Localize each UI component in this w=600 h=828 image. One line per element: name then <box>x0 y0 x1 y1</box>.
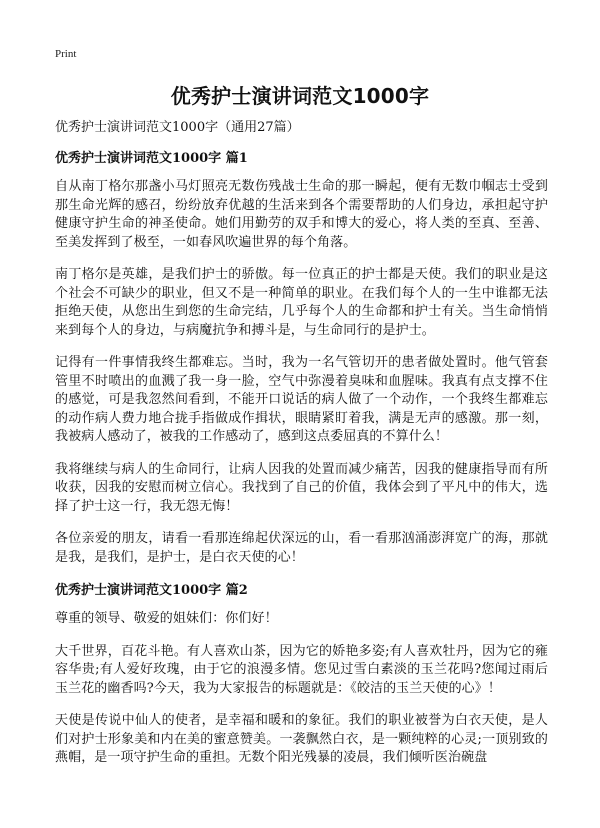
paragraph: 记得有一件事情我终生都难忘。当时，我为一名气管切开的患者做处置时。他气管套管里不时喷出的血溅了我一身一脸，空气中弥漫着臭味和血腥味。我真有点支撑不住的感觉，可是我忽然间看到，不能开口说话的病人做了一个动作，一个我终生都难忘的动作病人费力地合拢手指做成作揖状，眼睛紧盯着我，满是无声的感激。那一刻，我被病人感动了，被我的工作感动了，感到这点委屈真的不算什么！ <box>55 355 548 444</box>
section-heading: 优秀护士演讲词范文1000字 篇2 <box>55 583 248 598</box>
paragraph: 大千世界，百花斗艳。有人喜欢山茶，因为它的娇艳多姿;有人喜欢牡丹，因为它的雍容华贵;有人爱好玫瑰，由于它的浪漫多情。您见过雪白素淡的玉兰花吗?您闻过雨后玉兰花的幽香吗?今天，我为大家报告的标题就是：《皎洁的玉兰天使的心》！ <box>55 643 548 696</box>
paragraph: 南丁格尔是英雄，是我们护士的骄傲。每一位真正的护士都是天使。我们的职业是这个社会不可缺少的职业，但又不是一种简单的职业。在我们每个人的一生中谁都无法拒绝天使，从您出生到您的生命完结，几乎每个人的生命都和护士有关。当生命悄悄来到每个人的身边，与病魔抗争和搏斗是，与生命同行的是护士。 <box>55 267 548 338</box>
paragraph: 各位亲爱的朋友，请看一看那连绵起伏深远的山，看一看那汹涌澎湃宽广的海，那就是我，是我们，是护士，是白衣天使的心！ <box>55 531 548 565</box>
document-body <box>55 118 548 782</box>
document-subtitle: 优秀护士演讲词范文1000字（通用27篇） <box>55 120 300 135</box>
paragraph: 天使是传说中仙人的使者，是幸福和暖和的象征。我们的职业被誉为白衣天使，是人们对护士形象美和内在美的蜜意赞美。一袭飘然白衣，是一颗纯粹的心灵;一顶别致的燕帽，是一项守护生命的重担。无数个阳光残暴的凌晨，我们倾听医治碗盘 <box>55 713 548 765</box>
paragraph: 尊重的领导、敬爱的姐妹们：你们好！ <box>55 611 278 626</box>
paragraph: 自从南丁格尔那盏小马灯照亮无数伤残战士生命的那一瞬起，便有无数巾帼志士受到那生命光辉的感召，纷纷放弃优越的生活来到各个需要帮助的人们身边，承担起守护健康守护生命的神圣使命。她们用勤劳的双手和博大的爱心，将人类的至真、至善、至美发挥到了极至，一如春风吹遍世界的每个角落。 <box>55 179 548 250</box>
print-label[interactable]: Print <box>55 48 77 60</box>
paragraph: 我将继续与病人的生命同行，让病人因我的处置而减少痛苦，因我的健康指导而有所收获，因我的安慰而树立信心。我找到了自己的价值，我体会到了平凡中的伟大，选择了护士这一行，我无怨无悔！ <box>55 461 548 514</box>
section-heading: 优秀护士演讲词范文1000字 篇1 <box>55 151 248 166</box>
page-title: 优秀护士演讲词范文1000字 <box>170 84 430 108</box>
